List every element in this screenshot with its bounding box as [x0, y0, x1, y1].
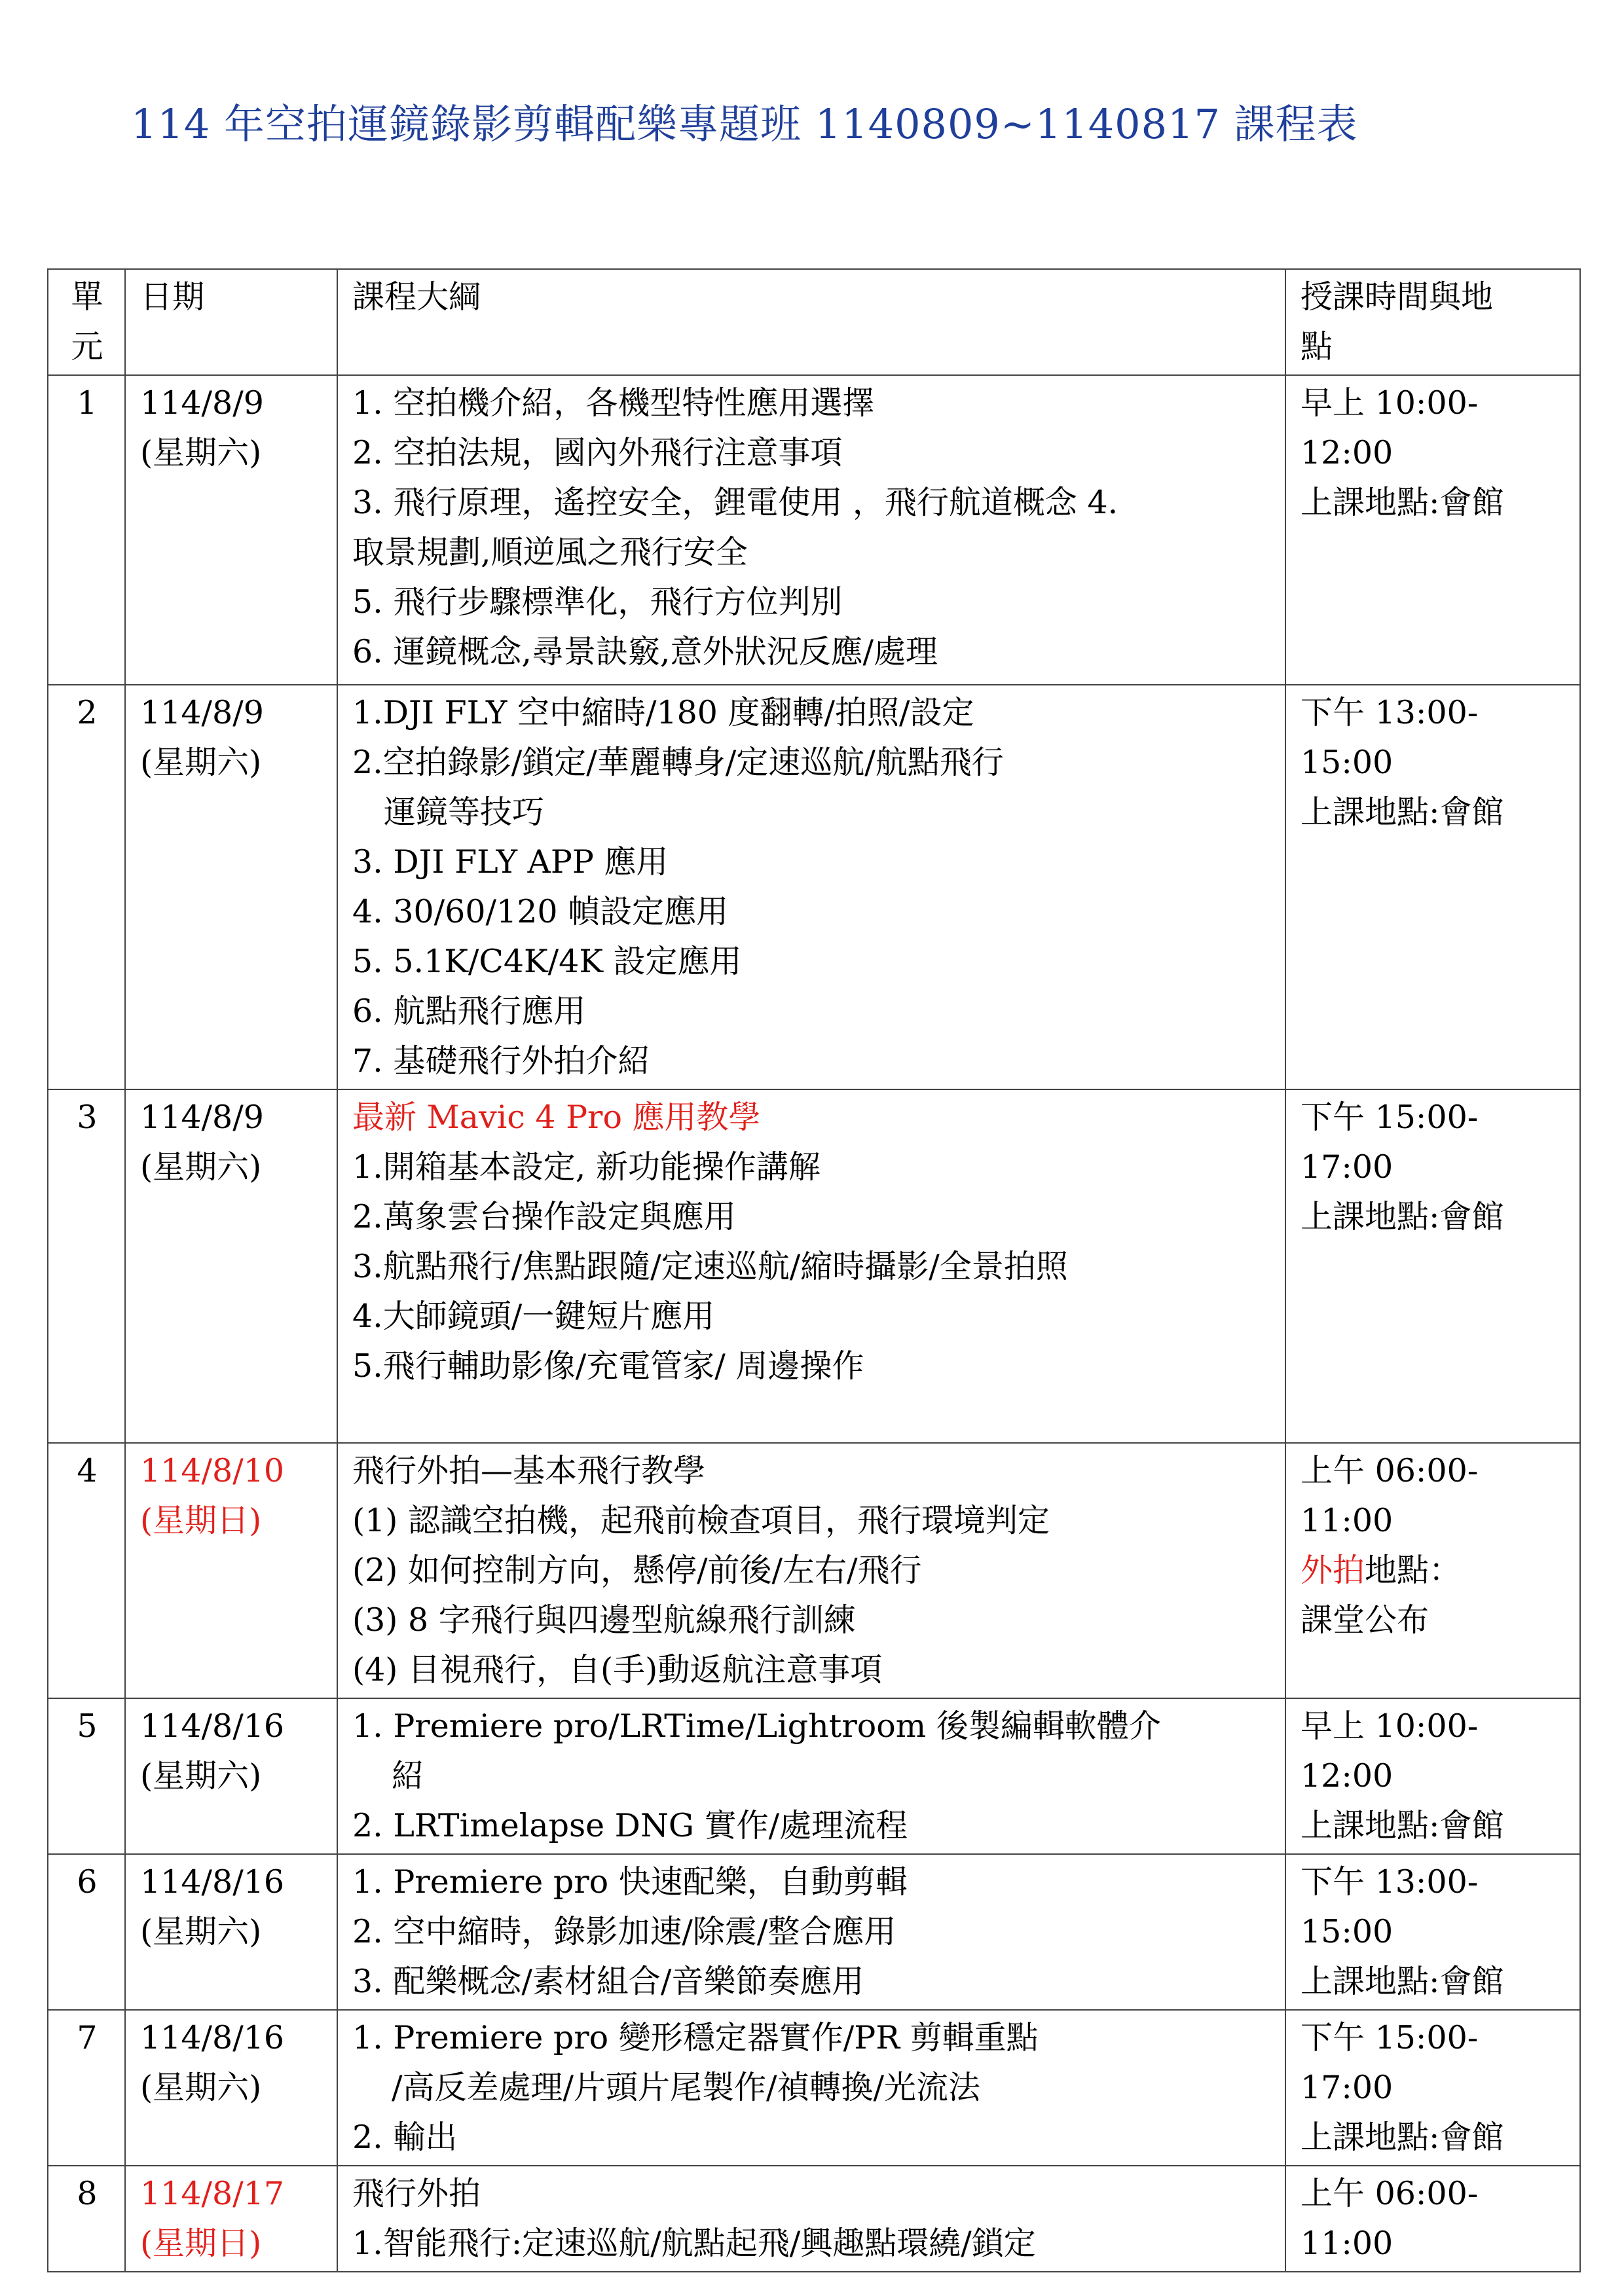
header-outline: 課程大綱: [337, 269, 1285, 375]
outline-cell: 飛行外拍 1.智能飛行:定速巡航/航點起飛/興趣點環繞/鎖定: [337, 2166, 1285, 2272]
table-row: [48, 685, 1580, 1089]
schedule-table: [47, 268, 1581, 2272]
unit-number: 4: [48, 1443, 125, 1698]
date-cell: 114/8/16 (星期六): [125, 1698, 337, 1854]
outline-cell: 1. 空拍機介紹，各機型特性應用選擇 2. 空拍法規，國內外飛行注意事項 3. 飛行原理，遙控安全，鋰電使用 ，飛行航道概念 4. 取景規劃,順逆風之飛行安全 5. 飛行步驟標準化，飛行方位判別 6. 運鏡概念,尋景訣竅,意外狀況反應/處理: [337, 375, 1285, 685]
page-title: 114 年空拍運鏡錄影剪輯配樂專題班 1140809~1140817 課程表: [131, 100, 1358, 148]
time-place-cell: 下午 15:00- 17:00 上課地點:會館: [1285, 2010, 1580, 2166]
time-place-cell: 早上 10:00- 12:00 上課地點:會館: [1285, 375, 1580, 685]
time-place-cell: 上午 06:00- 11:00 外拍地點： 課堂公布: [1285, 1443, 1580, 1698]
outline-cell: 1. Premiere pro/LRTime/Lightroom 後製編輯軟體介 紹 2. LRTimelapse DNG 實作/處理流程: [337, 1698, 1285, 1854]
table-row: [48, 375, 1580, 685]
table-row: [48, 1089, 1580, 1443]
time-place-cell: 下午 13:00- 15:00 上課地點:會館: [1285, 685, 1580, 1089]
unit-number: 3: [48, 1089, 125, 1443]
outline-cell: 1.DJI FLY 空中縮時/180 度翻轉/拍照/設定 2.空拍錄影/鎖定/華麗轉身/定速巡航/航點飛行 運鏡等技巧 3. DJI FLY APP 應用 4. 30/60/120 幀設定應用 5. 5.1K/C4K/4K 設定應用 6. 航點飛行應用 7. 基礎飛行外拍介紹: [337, 685, 1285, 1089]
date-cell: 114/8/17 (星期日): [125, 2166, 337, 2272]
table-row: [48, 1854, 1580, 2010]
time-place-cell: 下午 13:00- 15:00 上課地點:會館: [1285, 1854, 1580, 2010]
table-row: [48, 2166, 1580, 2272]
outline-cell: 最新 Mavic 4 Pro 應用教學 1.開箱基本設定, 新功能操作講解 2.萬象雲台操作設定與應用 3.航點飛行/焦點跟隨/定速巡航/縮時攝影/全景拍照 4.大師鏡頭/一鍵短片應用 5.飛行輔助影像/充電管家/ 周邊操作: [337, 1089, 1285, 1443]
unit-number: 5: [48, 1698, 125, 1854]
date-cell: 114/8/9 (星期六): [125, 685, 337, 1089]
table-row: [48, 1698, 1580, 1854]
date-cell: 114/8/16 (星期六): [125, 2010, 337, 2166]
outline-cell: 1. Premiere pro 快速配樂，自動剪輯 2. 空中縮時，錄影加速/除震/整合應用 3. 配樂概念/素材組合/音樂節奏應用: [337, 1854, 1285, 2010]
header-time-place: 授課時間與地 點: [1285, 269, 1580, 375]
unit-number: 2: [48, 685, 125, 1089]
date-cell: 114/8/9 (星期六): [125, 1089, 337, 1443]
time-place-cell: 上午 06:00- 11:00: [1285, 2166, 1580, 2272]
time-place-cell: 下午 15:00- 17:00 上課地點:會館: [1285, 1089, 1580, 1443]
table-row: [48, 2010, 1580, 2166]
date-cell: 114/8/10 (星期日): [125, 1443, 337, 1698]
outline-cell: 飛行外拍—基本飛行教學 (1) 認識空拍機，起飛前檢查項目，飛行環境判定 (2) 如何控制方向，懸停/前後/左右/飛行 (3) 8 字飛行與四邊型航線飛行訓練 (4) 目視飛行，自(手)動返航注意事項: [337, 1443, 1285, 1698]
header-date: 日期: [125, 269, 337, 375]
table-header-row: [48, 269, 1580, 375]
highlight-headline: 最新 Mavic 4 Pro 應用教學: [352, 1099, 761, 1136]
unit-number: 8: [48, 2166, 125, 2272]
time-place-cell: 早上 10:00- 12:00 上課地點:會館: [1285, 1698, 1580, 1854]
table-row: [48, 1443, 1580, 1698]
unit-number: 1: [48, 375, 125, 685]
date-cell: 114/8/9 (星期六): [125, 375, 337, 685]
unit-number: 6: [48, 1854, 125, 2010]
unit-number: 7: [48, 2010, 125, 2166]
outline-cell: 1. Premiere pro 變形穩定器實作/PR 剪輯重點 /高反差處理/片頭片尾製作/禎轉換/光流法 2. 輸出: [337, 2010, 1285, 2166]
outdoor-label: 外拍: [1301, 1552, 1365, 1589]
header-unit: 單 元: [48, 269, 125, 375]
date-cell: 114/8/16 (星期六): [125, 1854, 337, 2010]
